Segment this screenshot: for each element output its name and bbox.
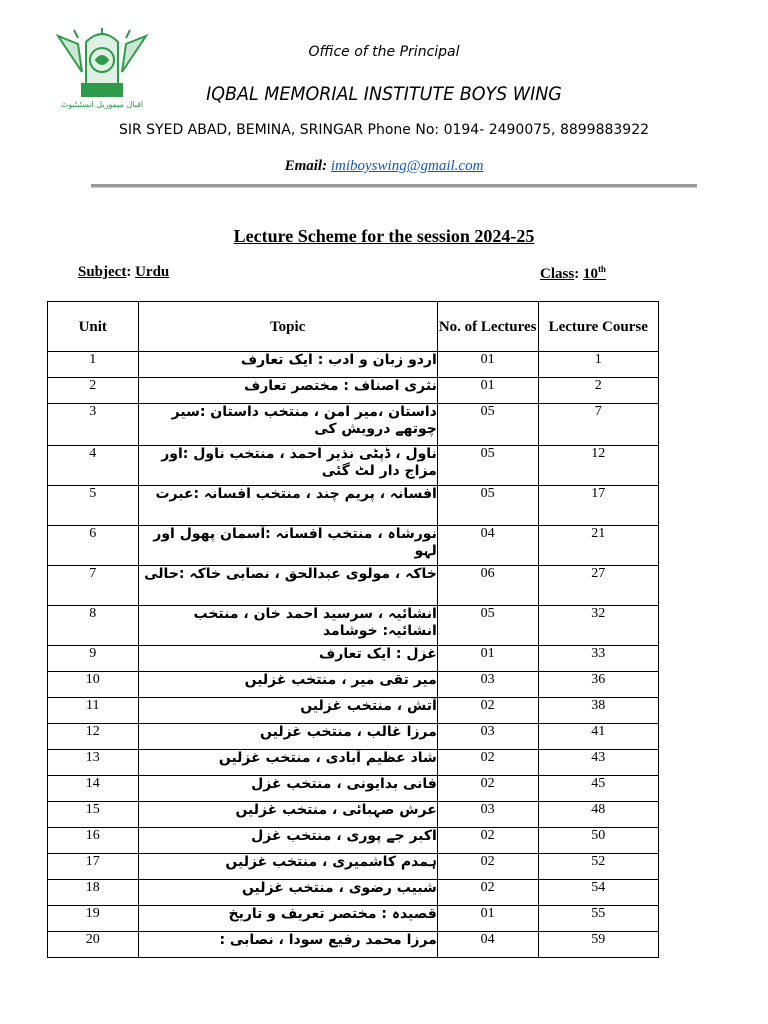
cell-topic: ناول ، ڈپٹی نذیر احمد ، منتخب ناول :اور مزاج دار لٹ گئی — [138, 446, 437, 486]
cell-lectures: 01 — [437, 378, 538, 404]
cell-course: 33 — [538, 646, 659, 672]
cell-unit: 18 — [48, 880, 139, 906]
class-value: 10th — [582, 264, 606, 282]
cell-course: 2 — [538, 378, 659, 404]
table-row — [48, 880, 659, 906]
cell-topic: شاد عظیم آبادی ، منتخب غزلیں — [138, 750, 437, 776]
cell-course: 38 — [538, 698, 659, 724]
cell-topic: اکبر جے پوری ، منتخب غزل — [138, 828, 437, 854]
email-line — [0, 158, 768, 175]
cell-unit: 17 — [48, 854, 139, 880]
cell-unit: 16 — [48, 828, 139, 854]
cell-lectures: 05 — [437, 486, 538, 526]
table-row — [48, 672, 659, 698]
class-field: Class: 10th — [540, 264, 606, 282]
cell-course: 52 — [538, 854, 659, 880]
table-row — [48, 724, 659, 750]
address-line: SIR SYED ABAD, BEMINA, SRINGAR Phone No: 0194- 2490075, 8899883922 — [118, 122, 650, 138]
cell-topic: آتش ، منتخب غزلیں — [138, 698, 437, 724]
table-row — [48, 906, 659, 932]
cell-lectures: 04 — [437, 526, 538, 566]
cell-lectures: 02 — [437, 698, 538, 724]
table-row — [48, 750, 659, 776]
cell-lectures: 05 — [437, 606, 538, 646]
cell-lectures: 02 — [437, 776, 538, 802]
cell-unit: 20 — [48, 932, 139, 958]
cell-lectures: 01 — [437, 646, 538, 672]
cell-topic: انشائیہ ، سرسید احمد خان ، منتخب انشائیہ: خوشامد — [138, 606, 437, 646]
cell-unit: 3 — [48, 404, 139, 446]
cell-unit: 15 — [48, 802, 139, 828]
cell-course: 21 — [538, 526, 659, 566]
cell-course: 59 — [538, 932, 659, 958]
cell-topic: نورشاہ ، منتخب افسانہ :آسمان پھول اور لہو — [138, 526, 437, 566]
cell-unit: 2 — [48, 378, 139, 404]
table-row — [48, 486, 659, 526]
cell-unit: 4 — [48, 446, 139, 486]
subject-label: Subject — [78, 264, 127, 280]
email-label: Email: — [284, 158, 328, 174]
table-row — [48, 854, 659, 880]
cell-unit: 14 — [48, 776, 139, 802]
cell-lectures: 04 — [437, 932, 538, 958]
class-label: Class — [540, 266, 575, 282]
cell-course: 1 — [538, 352, 659, 378]
cell-unit: 6 — [48, 526, 139, 566]
cell-topic: افسانہ ، پریم چند ، منتخب افسانہ :عبرت — [138, 486, 437, 526]
table-row — [48, 378, 659, 404]
subject-value: Urdu — [135, 264, 170, 280]
lecture-scheme-table — [47, 301, 659, 958]
table-row — [48, 526, 659, 566]
cell-topic: فانی بدایونی ، منتخب غزل — [138, 776, 437, 802]
table-row — [48, 446, 659, 486]
header-lectures: No. of Lectures — [437, 302, 538, 352]
cell-topic: نثری اصناف : مختصر تعارف — [138, 378, 437, 404]
table-row — [48, 404, 659, 446]
cell-topic: میر تقی میر ، منتخب غزلیں — [138, 672, 437, 698]
cell-course: 54 — [538, 880, 659, 906]
cell-unit: 13 — [48, 750, 139, 776]
table-row — [48, 566, 659, 606]
cell-course: 17 — [538, 486, 659, 526]
table-row — [48, 352, 659, 378]
table-row — [48, 776, 659, 802]
cell-lectures: 02 — [437, 880, 538, 906]
cell-unit: 10 — [48, 672, 139, 698]
cell-lectures: 06 — [437, 566, 538, 606]
cell-topic: قصیدہ : مختصر تعریف و تاریخ — [138, 906, 437, 932]
cell-course: 27 — [538, 566, 659, 606]
cell-topic: داستان ،میر امن ، منتخب داستان :سیر چوتھے درویش کی — [138, 404, 437, 446]
cell-course: 12 — [538, 446, 659, 486]
cell-topic: مرزا غالب ، منتخب غزلیں — [138, 724, 437, 750]
cell-topic: ہمدم کاشمیری ، منتخب غزلیں — [138, 854, 437, 880]
office-heading: Office of the Principal — [308, 44, 460, 60]
cell-topic: غزل : ایک تعارف — [138, 646, 437, 672]
cell-unit: 19 — [48, 906, 139, 932]
cell-unit: 11 — [48, 698, 139, 724]
table-row — [48, 646, 659, 672]
cell-lectures: 03 — [437, 724, 538, 750]
cell-lectures: 01 — [437, 352, 538, 378]
cell-unit: 8 — [48, 606, 139, 646]
header-unit: Unit — [48, 302, 139, 352]
cell-course: 43 — [538, 750, 659, 776]
logo-caption: اقبال میموریل انسٹیٹیوٹ — [60, 100, 144, 109]
cell-course: 7 — [538, 404, 659, 446]
cell-lectures: 03 — [437, 672, 538, 698]
document-title: Lecture Scheme for the session 2024-25 — [233, 226, 535, 246]
header-topic: Topic — [138, 302, 437, 352]
cell-lectures: 02 — [437, 828, 538, 854]
cell-lectures: 03 — [437, 802, 538, 828]
header-course: Lecture Course — [538, 302, 659, 352]
cell-course: 48 — [538, 802, 659, 828]
cell-lectures: 05 — [437, 404, 538, 446]
table-row — [48, 932, 659, 958]
table-row — [48, 606, 659, 646]
cell-lectures: 02 — [437, 750, 538, 776]
table-row — [48, 698, 659, 724]
cell-unit: 9 — [48, 646, 139, 672]
cell-course: 41 — [538, 724, 659, 750]
cell-topic: خاکہ ، مولوی عبدالحق ، نصابی خاکہ :حالی — [138, 566, 437, 606]
table-header-row — [48, 302, 659, 352]
table-row — [48, 828, 659, 854]
cell-lectures: 01 — [437, 906, 538, 932]
cell-unit: 5 — [48, 486, 139, 526]
header-divider — [91, 184, 697, 188]
institute-name: IQBAL MEMORIAL INSTITUTE BOYS WING — [206, 83, 562, 105]
cell-course: 32 — [538, 606, 659, 646]
cell-lectures: 05 — [437, 446, 538, 486]
cell-topic: عرش صہبائی ، منتخب غزلیں — [138, 802, 437, 828]
cell-topic: اردو زبان و ادب : ایک تعارف — [138, 352, 437, 378]
email-link[interactable]: imiboyswing@gmail.com — [330, 158, 484, 174]
cell-course: 45 — [538, 776, 659, 802]
table-row — [48, 802, 659, 828]
cell-course: 50 — [538, 828, 659, 854]
cell-unit: 7 — [48, 566, 139, 606]
cell-topic: مرزا محمد رفیع سودا ، نصابی : — [138, 932, 437, 958]
cell-course: 36 — [538, 672, 659, 698]
subject-field: Subject: Urdu — [78, 264, 170, 280]
cell-lectures: 02 — [437, 854, 538, 880]
cell-unit: 12 — [48, 724, 139, 750]
cell-topic: شبیب رضوی ، منتخب غزلیں — [138, 880, 437, 906]
cell-unit: 1 — [48, 352, 139, 378]
cell-course: 55 — [538, 906, 659, 932]
